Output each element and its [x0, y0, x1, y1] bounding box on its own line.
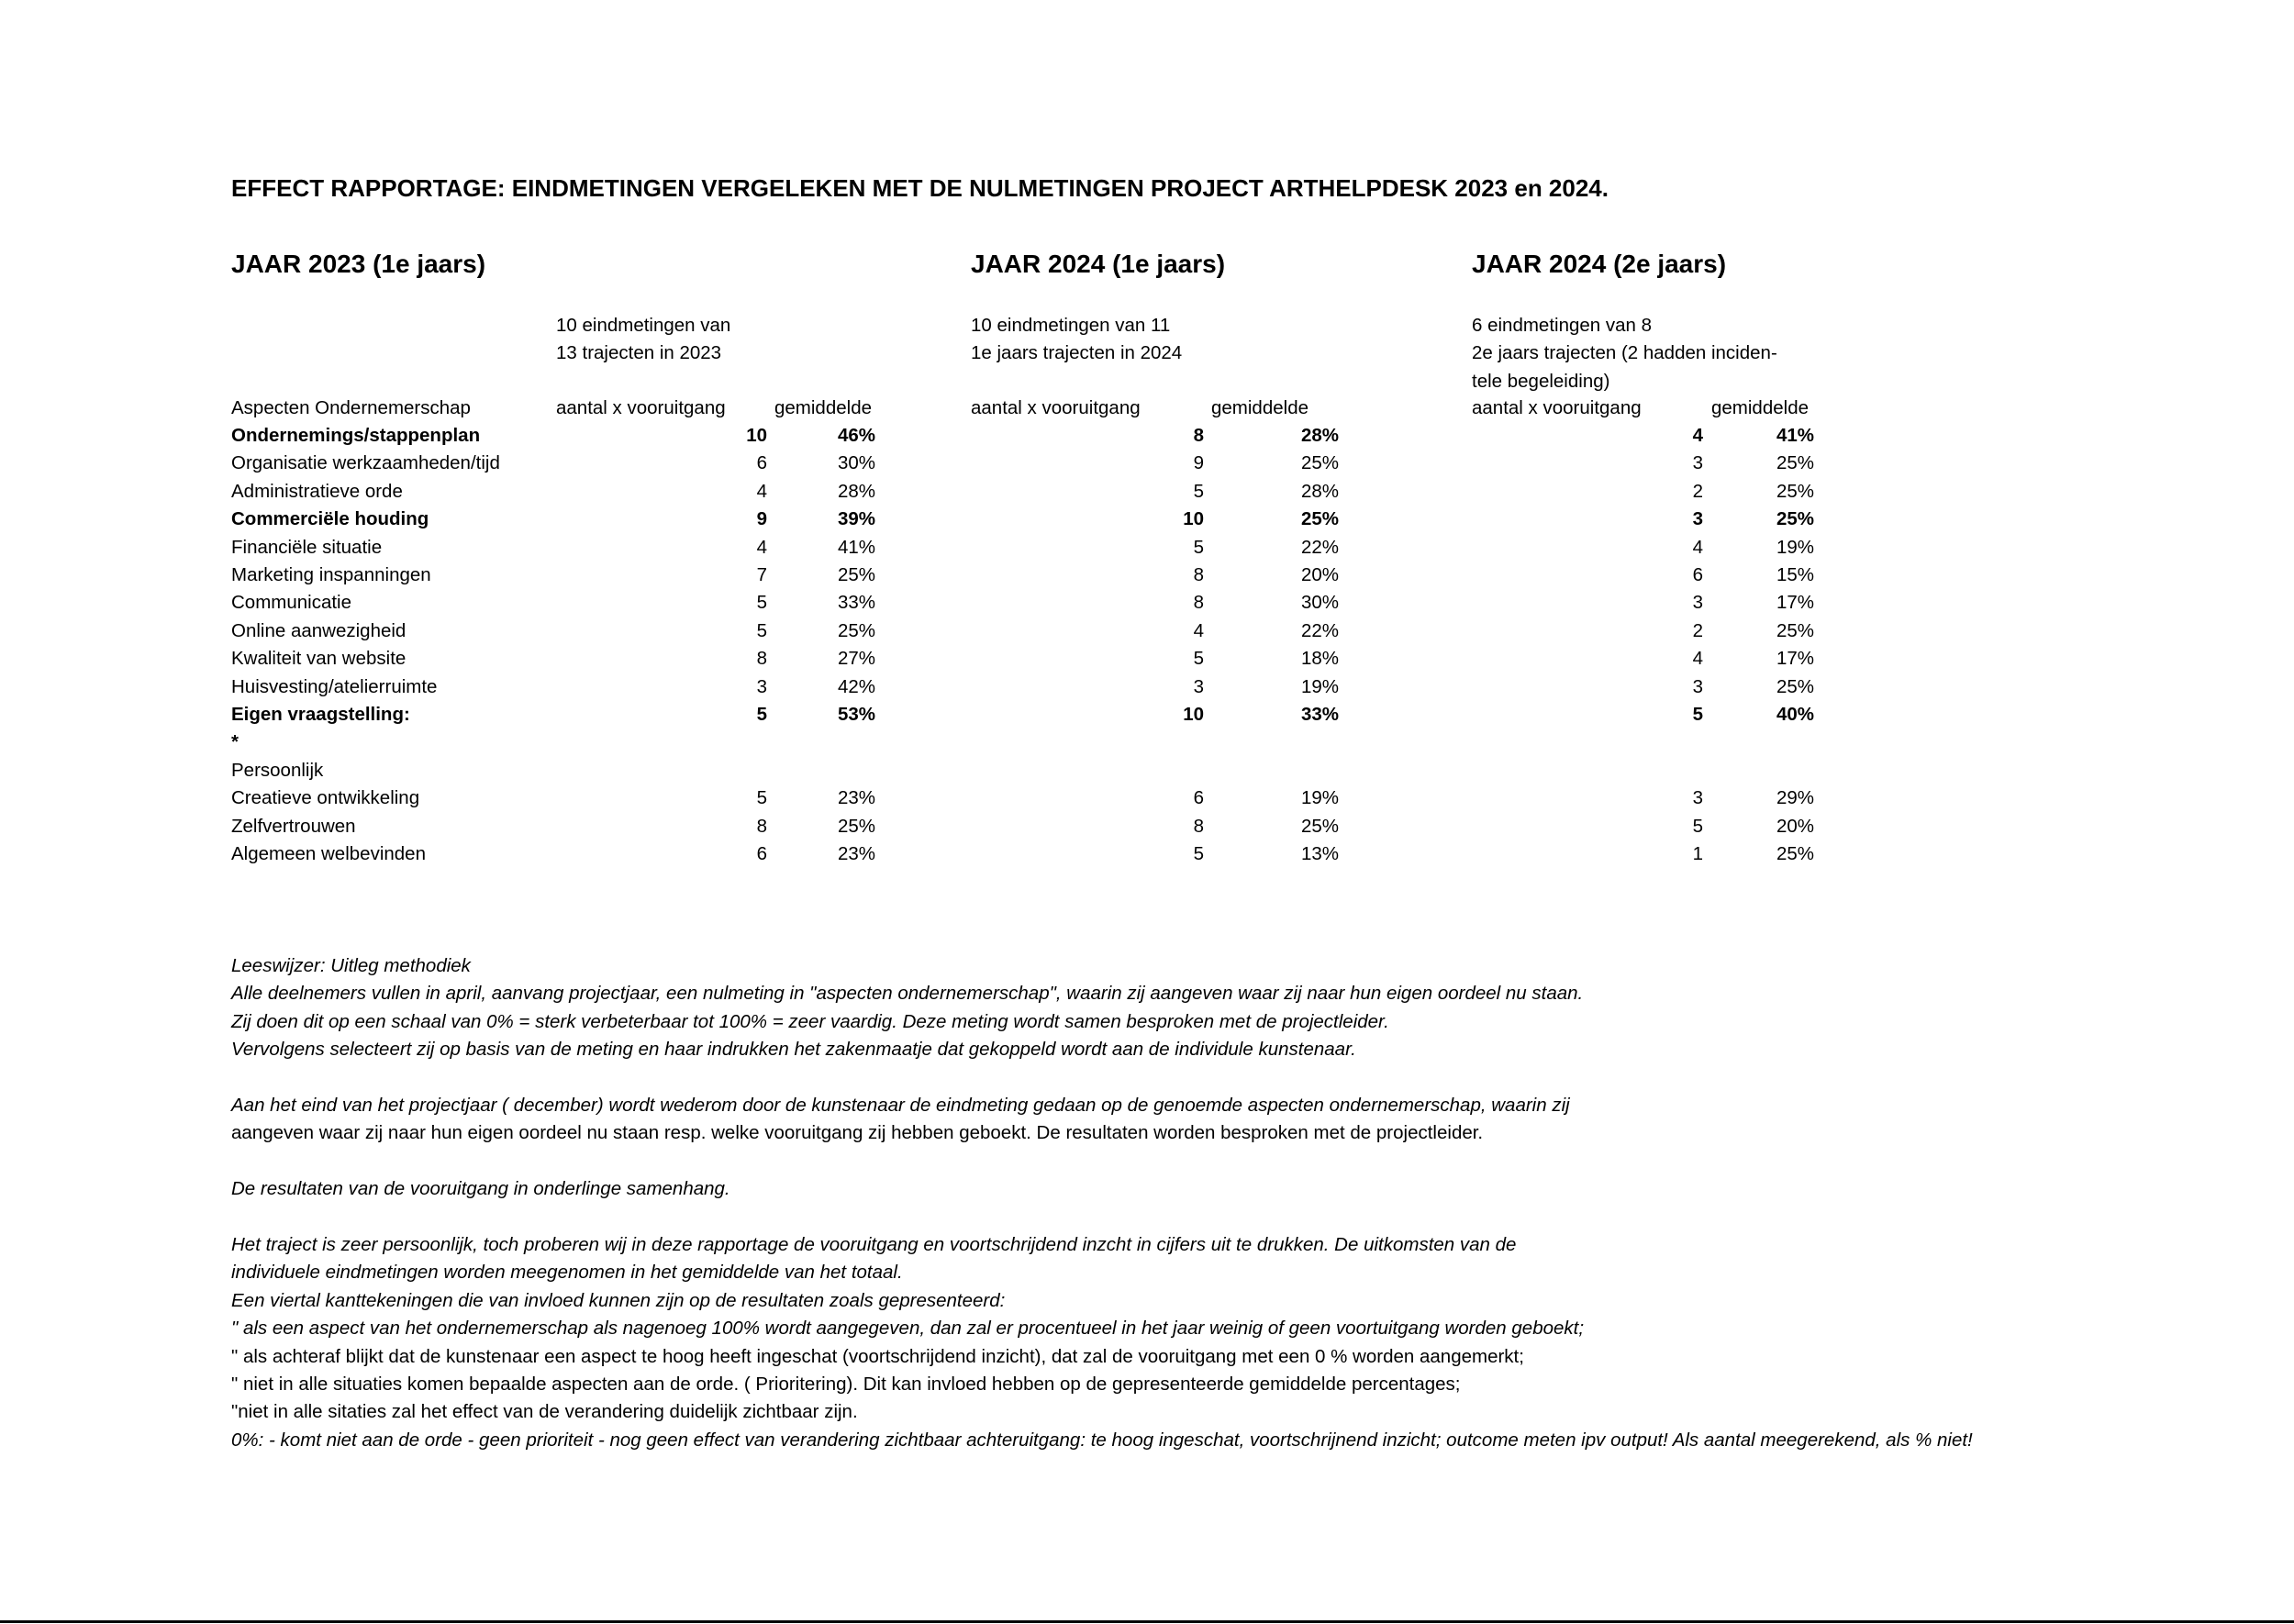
- table-cell-count: 5: [1193, 648, 1204, 670]
- section-description-line: 6 eindmetingen van 8: [1472, 315, 1653, 336]
- table-cell-average: 25%: [1776, 480, 1814, 502]
- table-cell-count: 5: [1692, 704, 1703, 725]
- table-cell-average: 41%: [1776, 425, 1814, 446]
- table-cell-count: 4: [1692, 425, 1703, 446]
- table-cell-count: 10: [1183, 704, 1204, 725]
- table-cell-count: 3: [1692, 452, 1703, 474]
- table-cell-average: 39%: [837, 508, 875, 530]
- table-row-label: Online aanwezigheid: [231, 619, 406, 641]
- table-cell-average: 13%: [1300, 843, 1339, 864]
- table-cell-count: 7: [756, 564, 767, 585]
- table-cell-count: 10: [1183, 508, 1204, 530]
- table-cell-count: 1: [1692, 843, 1703, 864]
- table-cell-average: 22%: [1300, 619, 1339, 641]
- table-cell-average: 25%: [1300, 508, 1339, 530]
- table-cell-average: 19%: [1300, 787, 1339, 809]
- table-row-label: Algemeen welbevinden: [231, 843, 426, 864]
- table-cell-count: 6: [1193, 787, 1204, 809]
- table-cell-average: 20%: [1776, 815, 1814, 837]
- table-cell-count: 4: [1692, 648, 1703, 670]
- table-cell-average: 28%: [1300, 480, 1339, 502]
- notes-line: "niet in alle sitaties zal het effect van de verandering duidelijk zichtbaar zijn.: [231, 1401, 858, 1423]
- section-description-line: 1e jaars trajecten in 2024: [971, 342, 1183, 364]
- table-cell-count: 6: [1692, 564, 1703, 585]
- notes-block: [231, 952, 2250, 1454]
- notes-line: Vervolgens selecteert zij op basis van de meting en haar indrukken het zakenmaatje dat gekoppeld wordt aan de individule kunstenaar.: [231, 1039, 1356, 1061]
- table-cell-average: 19%: [1300, 675, 1339, 697]
- column-header-average: gemiddelde: [1711, 397, 1809, 418]
- section-heading: JAAR 2024 (1e jaars): [971, 250, 1226, 278]
- notes-heading: Leeswijzer: Uitleg methodiek: [231, 955, 471, 976]
- section-description-line: 10 eindmetingen van: [556, 315, 731, 336]
- table-row-label: Huisvesting/atelierruimte: [231, 675, 438, 697]
- table-cell-average: 22%: [1300, 536, 1339, 558]
- notes-line: [231, 1064, 2250, 1092]
- table-cell-average: 53%: [837, 704, 875, 725]
- notes-line: individuele eindmetingen worden meegenomen in het gemiddelde van het totaal.: [231, 1262, 903, 1284]
- table-cell-count: 4: [756, 536, 767, 558]
- column-header-count: aantal x vooruitgang: [971, 397, 1141, 418]
- table-cell-count: 3: [1692, 508, 1703, 530]
- page-bottom-rule: [0, 1620, 2294, 1623]
- column-header-count: aantal x vooruitgang: [1472, 397, 1642, 418]
- notes-line: 0%: - komt niet aan de orde - geen prioriteit - nog geen effect van verandering zichtbaar achteruitgang: te hoog ingeschat, voortschrijnend inzicht; outcome meten ipv output! Als aantal meegerekend, als % niet!: [231, 1429, 1973, 1451]
- table-cell-count: 2: [1692, 619, 1703, 641]
- table-cell-average: 25%: [837, 564, 875, 585]
- table-cell-average: 25%: [1776, 619, 1814, 641]
- table-cell-average: 23%: [837, 843, 875, 864]
- notes-line: " als een aspect van het ondernemerschap als nagenoeg 100% wordt aangegeven, dan zal er procentueel in het jaar weinig of geen voortuitgang worden geboekt;: [231, 1318, 1585, 1340]
- table-row-label: Persoonlijk: [231, 759, 324, 781]
- table-row-label: Administratieve orde: [231, 480, 403, 502]
- table-cell-average: 25%: [837, 815, 875, 837]
- table-cell-count: 10: [746, 425, 767, 446]
- notes-line: De resultaten van de vooruitgang in onderlinge samenhang.: [231, 1178, 730, 1200]
- table-cell-count: 5: [1193, 480, 1204, 502]
- table-row-label: Zelfvertrouwen: [231, 815, 356, 837]
- table-cell-count: 5: [756, 592, 767, 614]
- table-cell-average: 42%: [837, 675, 875, 697]
- notes-line: Een viertal kanttekeningen die van invloed kunnen zijn op de resultaten zoals gepresenteerd:: [231, 1289, 1006, 1311]
- table-cell-average: 33%: [837, 592, 875, 614]
- table-cell-average: 33%: [1300, 704, 1339, 725]
- table-row-label: Kwaliteit van website: [231, 648, 406, 670]
- table-row-label: Financiële situatie: [231, 536, 383, 558]
- notes-line: aangeven waar zij naar hun eigen oordeel nu staan resp. welke vooruitgang zij hebben geboekt. De resultaten worden besproken met de projectleider.: [231, 1122, 1484, 1144]
- table-cell-average: 25%: [1300, 452, 1339, 474]
- row-header-label: Aspecten Ondernemerschap: [231, 397, 471, 418]
- table-cell-count: 2: [1692, 480, 1703, 502]
- table-cell-average: 30%: [1300, 592, 1339, 614]
- table-cell-average: 18%: [1300, 648, 1339, 670]
- column-header-average: gemiddelde: [774, 397, 872, 418]
- table-cell-average: 25%: [1776, 675, 1814, 697]
- table-cell-average: 27%: [837, 648, 875, 670]
- notes-line: " als achteraf blijkt dat de kunstenaar een aspect te hoog heeft ingeschat (voortschrijdend inzicht), dat zal de vooruitgang met een 0 % worden aangemerkt;: [231, 1345, 1524, 1367]
- table-cell-average: 20%: [1300, 564, 1339, 585]
- notes-line: [231, 1204, 2250, 1231]
- table-row-label: Commerciële houding: [231, 508, 429, 530]
- table-cell-average: 15%: [1776, 564, 1814, 585]
- notes-line: Alle deelnemers vullen in april, aanvang projectjaar, een nulmeting in "aspecten ondernemerschap", waarin zij aangeven waar zij naar hun eigen oordeel nu staan.: [231, 983, 1584, 1005]
- table-cell-average: 23%: [837, 787, 875, 809]
- table-cell-count: 6: [756, 843, 767, 864]
- table-row-label: Eigen vraagstelling:: [231, 704, 410, 725]
- table-cell-count: 5: [756, 704, 767, 725]
- notes-line: Het traject is zeer persoonlijk, toch proberen wij in deze rapportage de vooruitgang en voortschrijdend inzcht in cijfers uit te drukken. De uitkomsten van de: [231, 1234, 1517, 1256]
- table-cell-count: 6: [756, 452, 767, 474]
- table-cell-count: 5: [1692, 815, 1703, 837]
- table-cell-average: 28%: [837, 480, 875, 502]
- table-cell-average: 25%: [1776, 508, 1814, 530]
- table-cell-count: 4: [1193, 619, 1204, 641]
- table-cell-average: 40%: [1776, 704, 1814, 725]
- table-cell-count: 8: [756, 815, 767, 837]
- table-cell-count: 5: [1193, 536, 1204, 558]
- table-cell-count: 5: [756, 619, 767, 641]
- table-cell-count: 4: [756, 480, 767, 502]
- notes-line: " niet in alle situaties komen bepaalde aspecten aan de orde. ( Prioritering). Dit kan invloed hebben op de gepresenteerde gemiddelde percentages;: [231, 1374, 1461, 1396]
- section-heading: JAAR 2024 (2e jaars): [1472, 250, 1727, 278]
- table-cell-count: 9: [1193, 452, 1204, 474]
- table-row-label: *: [231, 731, 239, 753]
- table-cell-count: 3: [1692, 675, 1703, 697]
- table-cell-count: 3: [756, 675, 767, 697]
- section-description-line: 10 eindmetingen van 11: [971, 315, 1171, 336]
- table-cell-average: 25%: [1776, 843, 1814, 864]
- table-row-label: Ondernemings/stappenplan: [231, 425, 481, 446]
- table-cell-average: 28%: [1300, 425, 1339, 446]
- table-cell-average: 30%: [837, 452, 875, 474]
- notes-line: Aan het eind van het projectjaar ( december) wordt wederom door de kunstenaar de eindmeting gedaan op de genoemde aspecten ondernemerschap, waarin zij: [231, 1095, 1570, 1117]
- notes-line: Zij doen dit op een schaal van 0% = sterk verbeterbaar tot 100% = zeer vaardig. Deze meting wordt samen besproken met de projectleider.: [231, 1010, 1389, 1032]
- table-row-label: Organisatie werkzaamheden/tijd: [231, 452, 500, 474]
- table-cell-count: 8: [1193, 815, 1204, 837]
- table-row-label: Creatieve ontwikkeling: [231, 787, 420, 809]
- section-heading: JAAR 2023 (1e jaars): [231, 250, 486, 278]
- table-cell-count: 3: [1692, 592, 1703, 614]
- table-cell-average: 17%: [1776, 592, 1814, 614]
- table-cell-average: 46%: [837, 425, 875, 446]
- table-cell-count: 8: [1193, 564, 1204, 585]
- table-cell-average: 29%: [1776, 787, 1814, 809]
- table-cell-count: 4: [1692, 536, 1703, 558]
- table-row-label: Communicatie: [231, 592, 352, 614]
- table-cell-count: 8: [1193, 592, 1204, 614]
- table-cell-count: 9: [756, 508, 767, 530]
- table-cell-average: 25%: [1300, 815, 1339, 837]
- table-cell-count: 3: [1193, 675, 1204, 697]
- notes-line: [231, 1148, 2250, 1175]
- table-cell-count: 3: [1692, 787, 1703, 809]
- table-cell-count: 8: [756, 648, 767, 670]
- section-description-line: 2e jaars trajecten (2 hadden inciden-: [1472, 342, 1777, 364]
- table-cell-average: 17%: [1776, 648, 1814, 670]
- table-cell-count: 5: [756, 787, 767, 809]
- table-cell-average: 25%: [1776, 452, 1814, 474]
- table-cell-count: 8: [1193, 425, 1204, 446]
- table-cell-average: 25%: [837, 619, 875, 641]
- column-header-count: aantal x vooruitgang: [556, 397, 726, 418]
- table-cell-average: 41%: [837, 536, 875, 558]
- table-cell-average: 19%: [1776, 536, 1814, 558]
- section-description-line: tele begeleiding): [1472, 370, 1610, 392]
- table-row-label: Marketing inspanningen: [231, 564, 431, 585]
- table-cell-count: 5: [1193, 843, 1204, 864]
- column-header-average: gemiddelde: [1211, 397, 1308, 418]
- page-title: EFFECT RAPPORTAGE: EINDMETINGEN VERGELEKEN MET DE NULMETINGEN PROJECT ARTHELPDESK 2023 en 2024.: [231, 174, 1609, 202]
- section-description-line: 13 trajecten in 2023: [556, 342, 722, 364]
